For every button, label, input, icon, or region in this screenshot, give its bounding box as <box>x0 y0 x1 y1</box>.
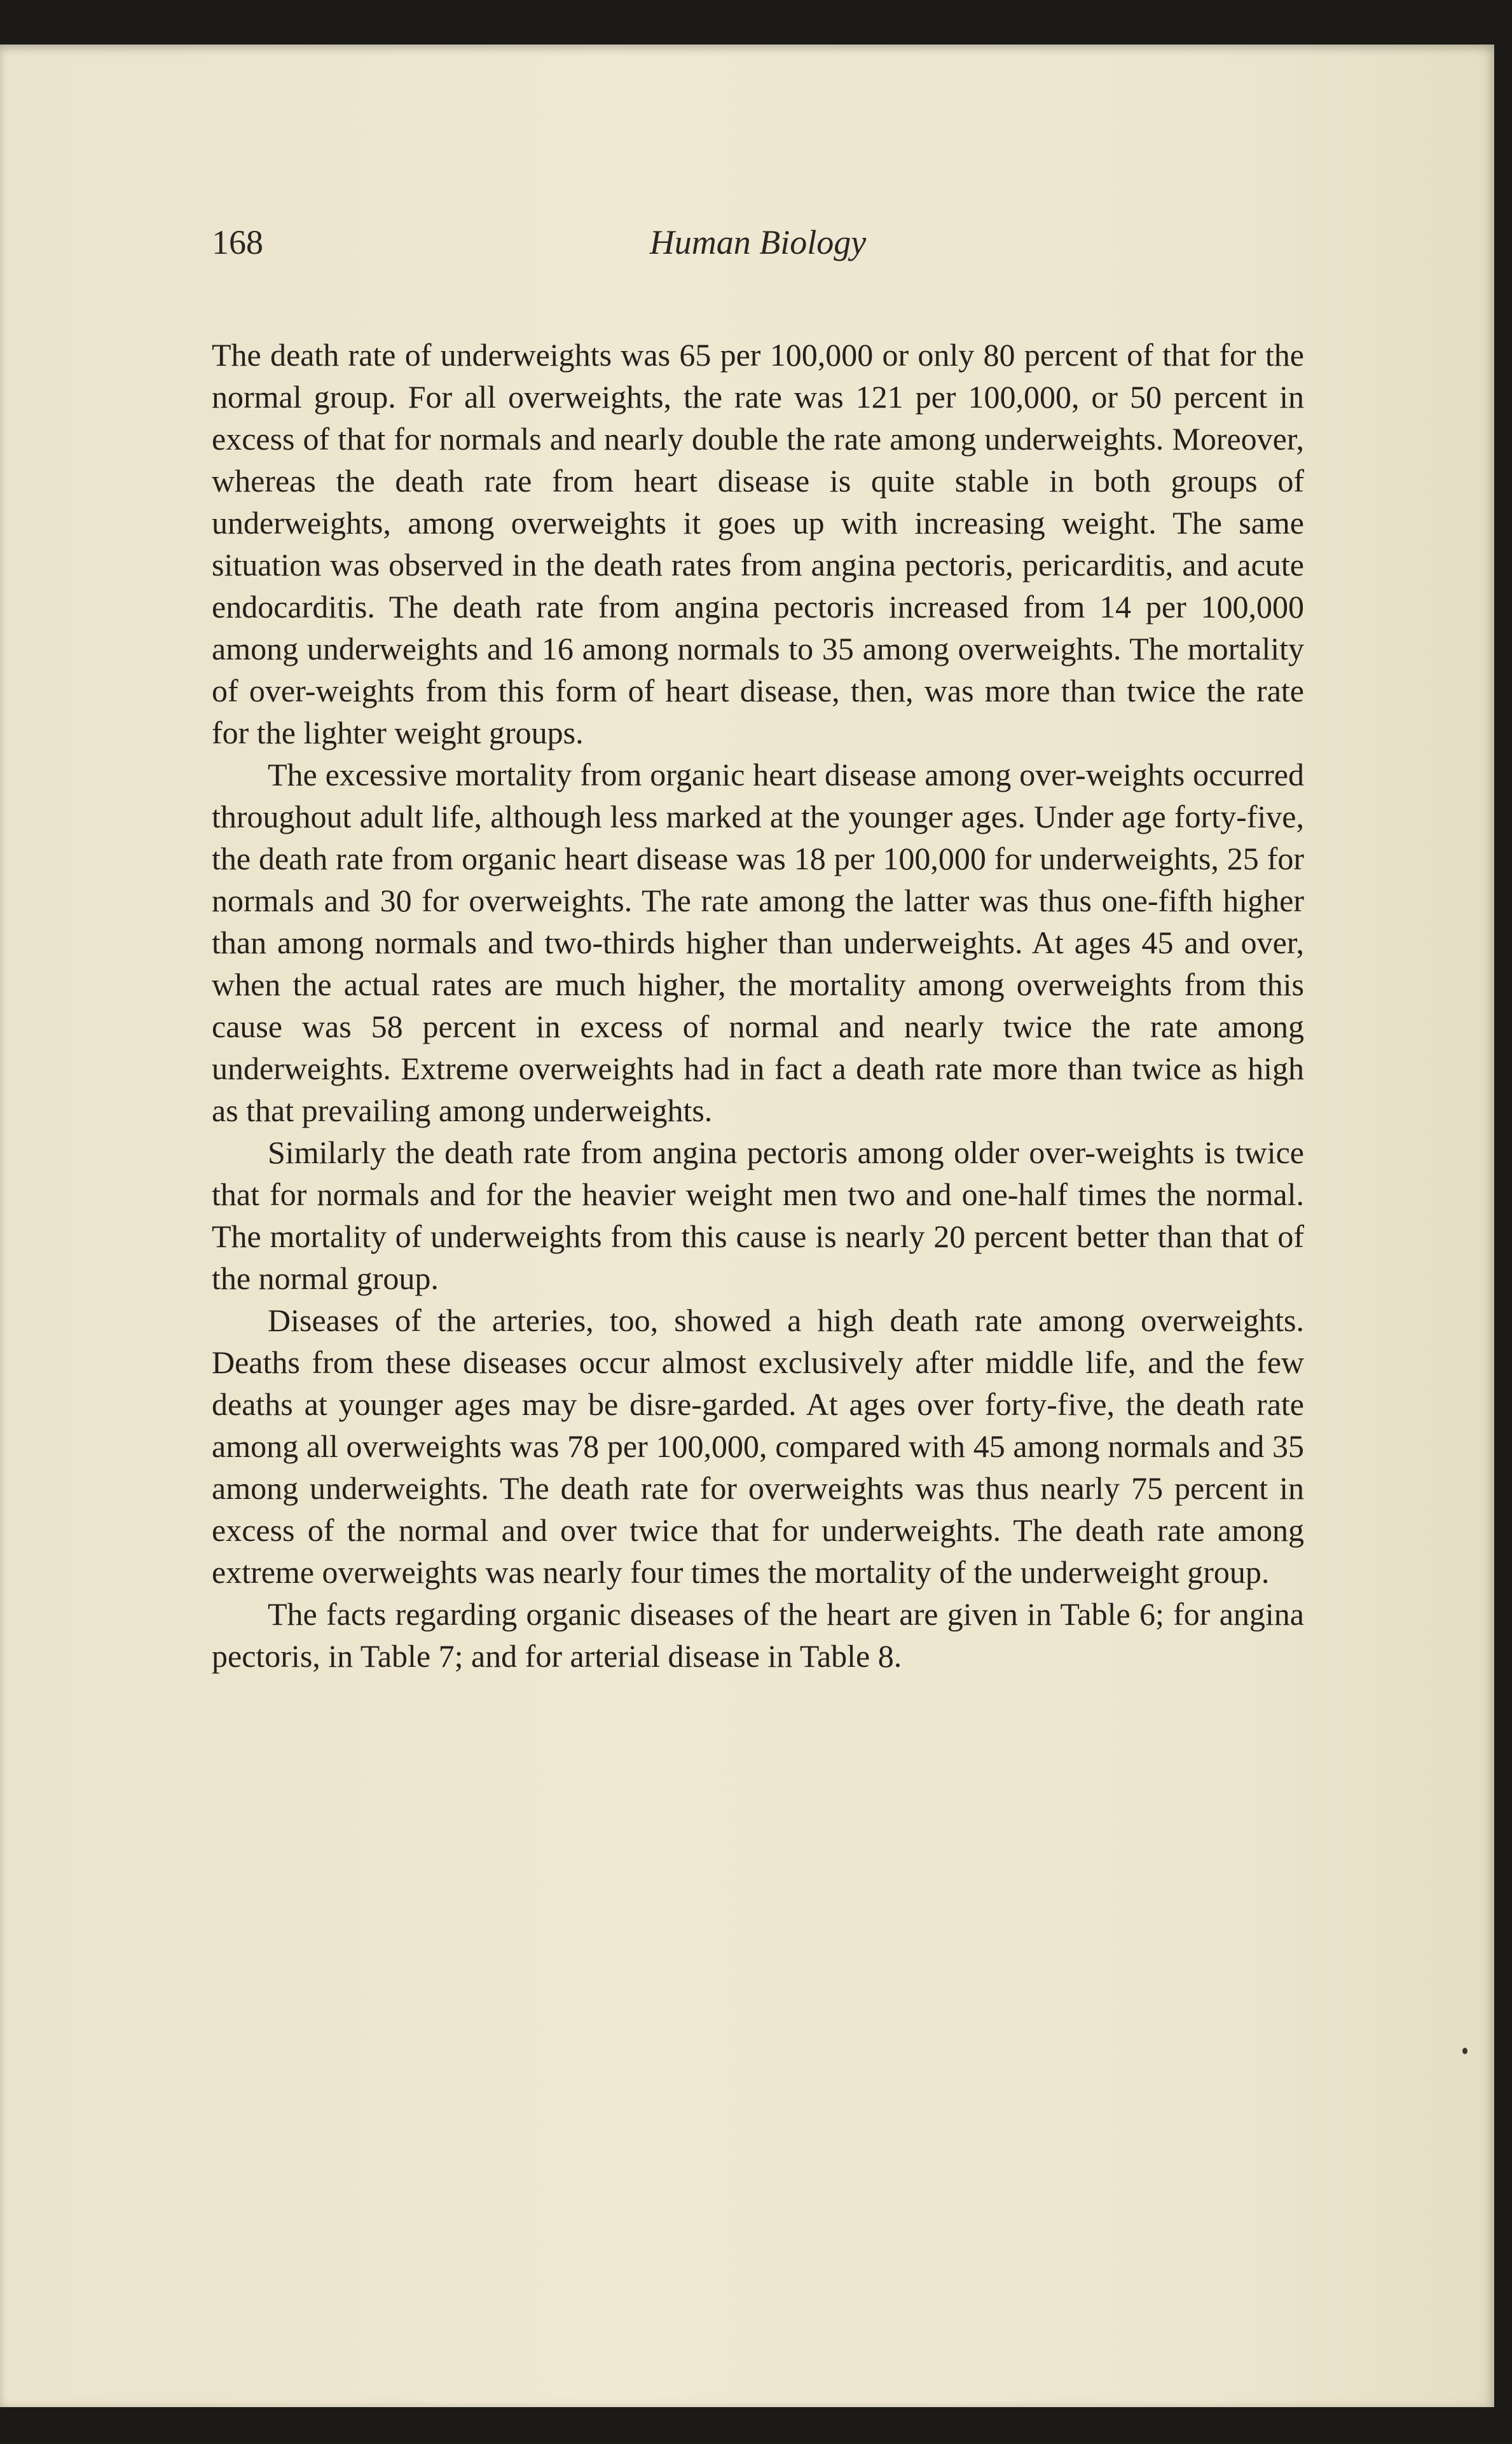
body-text <box>212 334 1304 1677</box>
paragraph-4: Diseases of the arteries, too, showed a high death rate among overweights. Deaths from these diseases occur almost exclusively after middle life, and the few deaths at younger ages may be disre-garded. At ages over forty-five, the death rate among all overweights was 78 per 100,000, compared with 45 among normals and 35 among underweights. The death rate for overweights was thus nearly 75 percent in excess of the normal and over twice that for underweights. The death rate among extreme overweights was nearly four times the mortality of the underweight group. <box>212 1302 1304 1590</box>
paragraph-1: The death rate of underweights was 65 per 100,000 or only 80 percent of that for the normal group. For all overweights, the rate was 121 per 100,000, or 50 percent in excess of that for normals and nearly double the rate among underweights. Moreover, whereas the death rate from heart disease is quite stable in both groups of underweights, among overweights it goes up with increasing weight. The same situation was observed in the death rates from angina pectoris, pericarditis, and acute endocarditis. The death rate from angina pectoris increased from 14 per 100,000 among underweights and 16 among normals to 35 among overweights. The mortality of over-weights from this form of heart disease, then, was more than twice the rate for the lighter weight groups. <box>212 337 1304 750</box>
margin-ink-dot <box>1462 2048 1467 2054</box>
paragraph-3: Similarly the death rate from angina pectoris among older over-weights is twice that for normals and for the heavier weight men two and one-half times the normal. The mortality of underweights from this cause is nearly 20 percent better than that of the normal group. <box>212 1135 1304 1296</box>
page-number: 168 <box>212 223 263 261</box>
paragraph-2: The excessive mortality from organic heart disease among over-weights occurred throughout adult life, although less marked at the younger ages. Under age forty-five, the death rate from organic heart disease was 18 per 100,000 for underweights, 25 for normals and 30 for overweights. The rate among the latter was thus one-fifth higher than among normals and two-thirds higher than underweights. At ages 45 and over, when the actual rates are much higher, the mortality among overweights from this cause was 58 percent in excess of normal and nearly twice the rate among underweights. Extreme overweights had in fact a death rate more than twice as high as that prevailing among underweights. <box>212 757 1304 1128</box>
page-header <box>212 223 1304 273</box>
running-title: Human Biology <box>649 223 867 261</box>
book-page <box>0 45 1494 2407</box>
paragraph-5: The facts regarding organic diseases of the heart are given in Table 6; for angina pectoris, in Table 7; and for arterial disease in Table 8. <box>212 1596 1304 1674</box>
